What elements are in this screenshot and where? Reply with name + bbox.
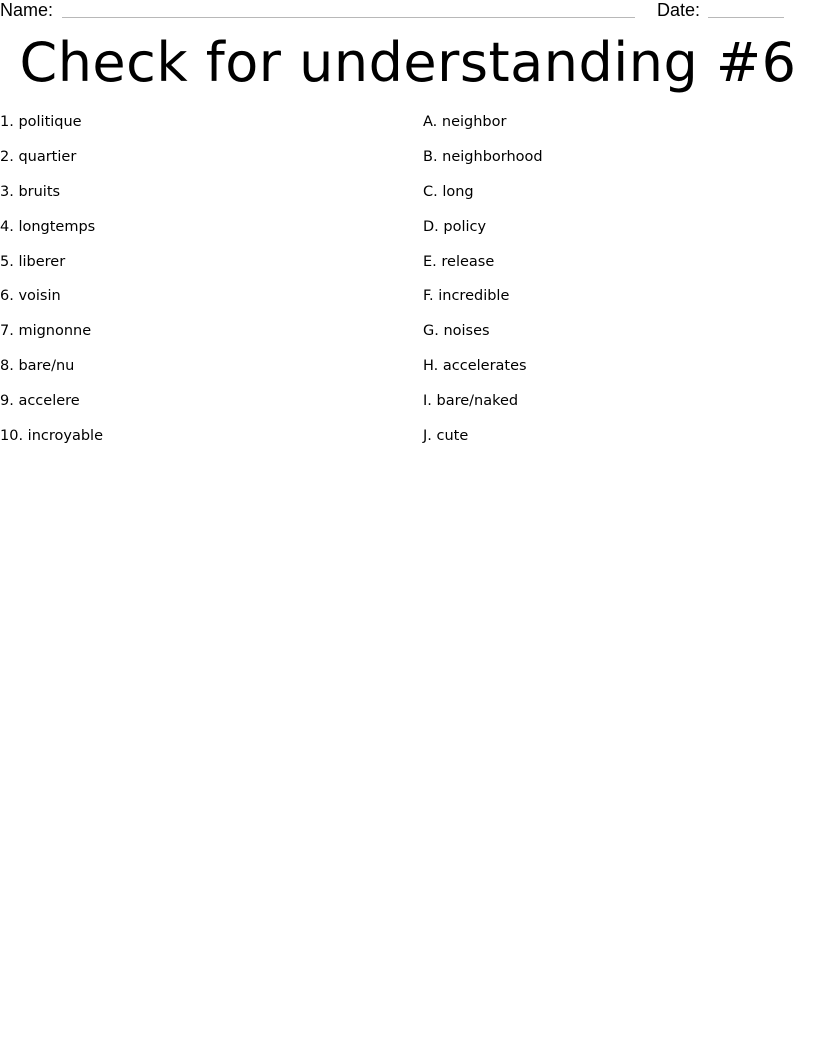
term-item: 5. liberer (0, 253, 66, 270)
definition-item: C. long (423, 183, 474, 200)
definition-item: B. neighborhood (423, 148, 543, 165)
term-item: 6. voisin (0, 288, 61, 305)
definition-item: D. policy (423, 218, 487, 235)
name-line (62, 17, 635, 18)
date-line (708, 17, 784, 18)
date-label: Date: (657, 0, 701, 20)
term-item: 4. longtemps (0, 218, 96, 235)
name-label: Name: (0, 0, 54, 20)
definition-item: E. release (423, 253, 495, 270)
definition-item: A. neighbor (423, 114, 507, 130)
term-item: 1. politique (0, 114, 82, 130)
definition-item: G. noises (423, 323, 490, 340)
definition-item: F. incredible (423, 288, 510, 305)
definition-item: H. accelerates (423, 358, 527, 375)
term-item: 8. bare/nu (0, 358, 75, 375)
term-item: 7. mignonne (0, 323, 92, 340)
term-item: 9. accelere (0, 393, 80, 410)
definitions-column (423, 112, 543, 461)
term-item: 3. bruits (0, 183, 61, 200)
terms-column (0, 112, 103, 461)
header-row (0, 0, 816, 22)
term-item: 10. incroyable (0, 428, 103, 445)
worksheet-title: Check for understanding #6 (19, 31, 797, 94)
definition-item: I. bare/naked (423, 393, 519, 410)
term-item: 2. quartier (0, 148, 77, 165)
definition-item: J. cute (423, 428, 469, 445)
